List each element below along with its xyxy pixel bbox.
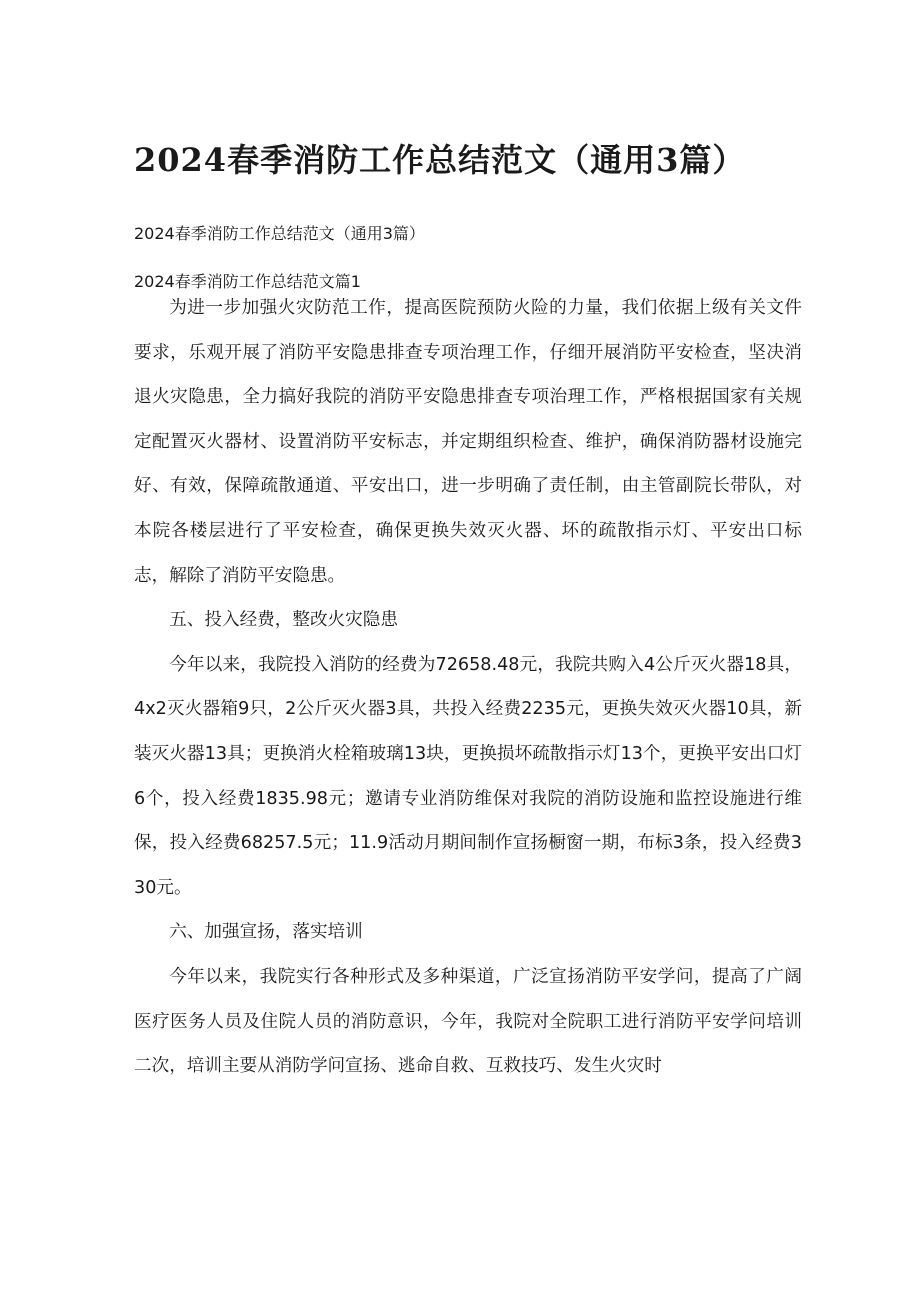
paragraph-fire-prevention: 为进一步加强火灾防范工作，提高医院预防火险的力量，我们依据上级有关文件要求，乐观开展了消防平安隐患排查专项治理工作，仔细开展消防平安检查，坚决消退火灾隐患，全力搞好我院的消防平安隐患排查专项治理工作，严格根据国家有关规定配置灭火器材、设置消防平安标志，并定期组织检查、维护，确保消防器材设施完好、有效，保障疏散通道、平安出口，进一步明确了责任制，由主管副院长带队，对本院各楼层进行了平安检查，确保更换失效灭火器、坏的疏散指示灯、平安出口标志，解除了消防平安隐患。	[134, 298, 802, 586]
heading-funding: 五、投入经费，整改火灾隐患	[169, 610, 398, 631]
document-title: 2024春季消防工作总结范文（通用3篇）	[134, 141, 746, 179]
paragraph-training: 今年以来，我院实行各种形式及多种渠道，广泛宣扬消防平安学问，提高了广阔医疗医务人员及住院人员的消防意识，今年，我院对全院职工进行消防平安学问培训二次，培训主要从消防学问宣扬、逃命自救、互救技巧、发生火灾时	[134, 966, 802, 1077]
section-title: 2024春季消防工作总结范文篇1	[134, 272, 361, 291]
paragraph-funding: 今年以来，我院投入消防的经费为72658.48元，我院共购入4公斤灭火器18具，4x2灭火器箱9只，2公斤灭火器3具，共投入经费2235元，更换失效灭火器10具，新装灭火器13具；更换消火栓箱玻璃13块，更换损坏疏散指示灯13个，更换平安出口灯6个，投入经费1835.98元；邀请专业消防维保对我院的消防设施和监控设施进行维保，投入经费68257.5元；11.9活动月期间制作宣扬橱窗一期，布标3条，投入经费330元。	[134, 654, 802, 898]
document-body	[134, 286, 802, 1089]
heading-training: 六、加强宣扬，落实培训	[169, 922, 363, 943]
document-subtitle: 2024春季消防工作总结范文（通用3篇）	[134, 224, 425, 243]
